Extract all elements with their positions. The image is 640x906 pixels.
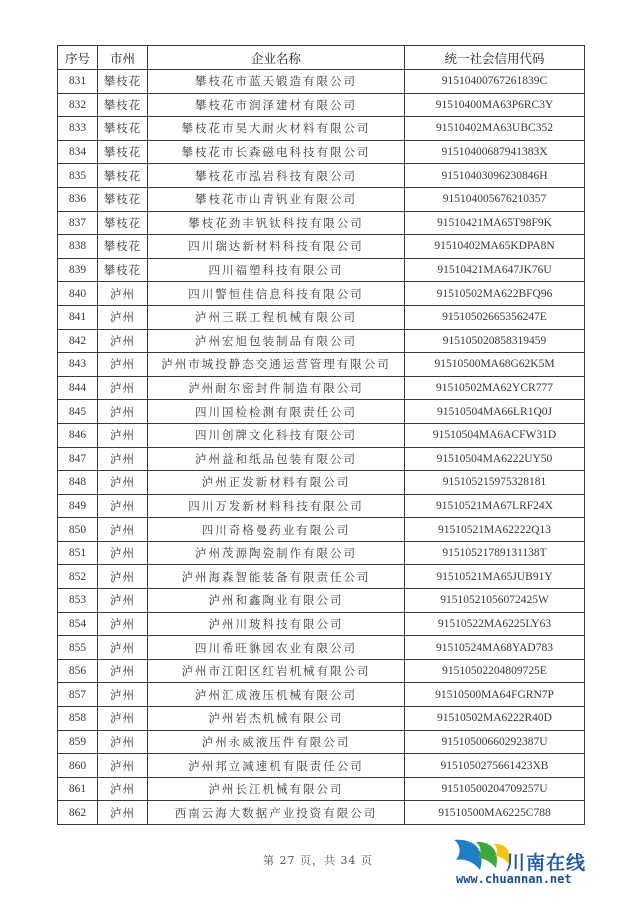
row-credit-code: 91510524MA68YAD783 [405, 636, 585, 660]
row-company-name: 攀枝花市润泽建材有限公司 [148, 93, 405, 117]
row-city: 泸州 [98, 541, 148, 565]
row-company-name: 攀枝花市长森磁电科技有限公司 [148, 140, 405, 164]
row-company-name: 攀枝花市山青钒业有限公司 [148, 187, 405, 211]
row-credit-code: 91510504MA6ACFW31D [405, 423, 585, 447]
row-company-name: 泸州市江阳区红岩机械有限公司 [148, 659, 405, 683]
table-body [58, 70, 585, 825]
row-credit-code: 9151050275661423XB [405, 754, 585, 778]
row-company-name: 攀枝花市昊大耐火材料有限公司 [148, 117, 405, 141]
row-credit-code: 91510421MA65T98F9K [405, 211, 585, 235]
row-index: 849 [58, 494, 98, 518]
row-index: 839 [58, 258, 98, 282]
table-row [58, 70, 585, 94]
row-credit-code: 91510402MA65KDPA8N [405, 235, 585, 259]
row-city: 攀枝花 [98, 164, 148, 188]
row-index: 862 [58, 801, 98, 825]
header-company: 企业名称 [148, 46, 405, 70]
row-index: 857 [58, 683, 98, 707]
row-city: 泸州 [98, 282, 148, 306]
table-row [58, 235, 585, 259]
table-row [58, 211, 585, 235]
table-row [58, 164, 585, 188]
row-city: 泸州 [98, 565, 148, 589]
row-index: 847 [58, 447, 98, 471]
row-city: 泸州 [98, 730, 148, 754]
row-index: 853 [58, 589, 98, 613]
row-index: 842 [58, 329, 98, 353]
row-index: 838 [58, 235, 98, 259]
table-row [58, 305, 585, 329]
row-company-name: 四川福塑科技有限公司 [148, 258, 405, 282]
row-credit-code: 91510521MA65JUB91Y [405, 565, 585, 589]
row-index: 848 [58, 471, 98, 495]
row-city: 泸州 [98, 636, 148, 660]
row-city: 泸州 [98, 612, 148, 636]
row-index: 841 [58, 305, 98, 329]
row-credit-code: 91510402MA63UBC352 [405, 117, 585, 141]
row-index: 832 [58, 93, 98, 117]
row-credit-code: 91510400767261839C [405, 70, 585, 94]
header-city: 市州 [98, 46, 148, 70]
table-row [58, 612, 585, 636]
row-city: 攀枝花 [98, 187, 148, 211]
row-credit-code: 91510522MA6225LY63 [405, 612, 585, 636]
table-row [58, 329, 585, 353]
row-company-name: 泸州川玻科技有限公司 [148, 612, 405, 636]
row-city: 泸州 [98, 400, 148, 424]
row-credit-code: 91510502204809725E [405, 659, 585, 683]
row-company-name: 泸州长江机械有限公司 [148, 777, 405, 801]
row-credit-code: 91510504MA66LR1Q0J [405, 400, 585, 424]
row-credit-code: 91510400MA63P6RC3Y [405, 93, 585, 117]
row-city: 泸州 [98, 423, 148, 447]
row-index: 845 [58, 400, 98, 424]
row-company-name: 泸州岩杰机械有限公司 [148, 707, 405, 731]
row-index: 850 [58, 518, 98, 542]
table-row [58, 518, 585, 542]
table-row [58, 730, 585, 754]
enterprise-table [57, 45, 585, 825]
row-city: 攀枝花 [98, 140, 148, 164]
row-city: 攀枝花 [98, 70, 148, 94]
table-row [58, 494, 585, 518]
row-credit-code: 91510502MA6222R40D [405, 707, 585, 731]
table-row [58, 659, 585, 683]
row-company-name: 泸州邦立减速机有限责任公司 [148, 754, 405, 778]
table-row [58, 423, 585, 447]
row-company-name: 四川希旺貅园农业有限公司 [148, 636, 405, 660]
table-row [58, 565, 585, 589]
row-credit-code: 91510421MA647JK76U [405, 258, 585, 282]
row-city: 泸州 [98, 353, 148, 377]
row-index: 855 [58, 636, 98, 660]
row-city: 攀枝花 [98, 211, 148, 235]
table-row [58, 282, 585, 306]
row-index: 834 [58, 140, 98, 164]
row-index: 852 [58, 565, 98, 589]
row-credit-code: 91510521MA67LRF24X [405, 494, 585, 518]
row-company-name: 四川国检检测有限责任公司 [148, 400, 405, 424]
row-company-name: 泸州耐尔密封件制造有限公司 [148, 376, 405, 400]
row-company-name: 泸州正发新材料有限公司 [148, 471, 405, 495]
header-index: 序号 [58, 46, 98, 70]
row-city: 泸州 [98, 777, 148, 801]
table-row [58, 140, 585, 164]
table-row [58, 400, 585, 424]
table-row [58, 541, 585, 565]
row-index: 835 [58, 164, 98, 188]
row-index: 837 [58, 211, 98, 235]
row-company-name: 四川万发新材料科技有限公司 [148, 494, 405, 518]
watermark-site-name: 川南在线 [506, 852, 587, 874]
row-company-name: 泸州海森智能装备有限责任公司 [148, 565, 405, 589]
table-row [58, 636, 585, 660]
table-row [58, 376, 585, 400]
table-row [58, 447, 585, 471]
row-city: 泸州 [98, 447, 148, 471]
row-city: 泸州 [98, 801, 148, 825]
row-credit-code: 91510502665356247E [405, 305, 585, 329]
row-credit-code: 91510502MA622BFQ96 [405, 282, 585, 306]
table-row [58, 801, 585, 825]
table-row [58, 707, 585, 731]
row-company-name: 泸州宏旭包装制品有限公司 [148, 329, 405, 353]
row-credit-code: 91510504MA6222UY50 [405, 447, 585, 471]
page-number: 第 27 页，共 34 页 [263, 854, 373, 867]
row-index: 840 [58, 282, 98, 306]
row-company-name: 四川警恒佳信息科技有限公司 [148, 282, 405, 306]
table-row [58, 258, 585, 282]
row-city: 攀枝花 [98, 117, 148, 141]
row-company-name: 四川瑞达新材料科技有限公司 [148, 235, 405, 259]
row-company-name: 泸州三联工程机械有限公司 [148, 305, 405, 329]
row-city: 泸州 [98, 683, 148, 707]
row-city: 攀枝花 [98, 258, 148, 282]
row-credit-code: 91510500MA6225C788 [405, 801, 585, 825]
row-index: 858 [58, 707, 98, 731]
row-index: 860 [58, 754, 98, 778]
row-credit-code: 915105215975328181 [405, 471, 585, 495]
row-credit-code: 915105020858319459 [405, 329, 585, 353]
table-row [58, 777, 585, 801]
row-city: 泸州 [98, 376, 148, 400]
row-index: 854 [58, 612, 98, 636]
row-index: 846 [58, 423, 98, 447]
watermark-url: www.chuannan.net [456, 872, 572, 886]
row-credit-code: 91510521056072425W [405, 589, 585, 613]
row-city: 泸州 [98, 494, 148, 518]
table-row [58, 471, 585, 495]
row-credit-code: 915104005676210357 [405, 187, 585, 211]
row-credit-code: 91510500204709257U [405, 777, 585, 801]
row-company-name: 泸州和鑫陶业有限公司 [148, 589, 405, 613]
table-row [58, 683, 585, 707]
row-index: 844 [58, 376, 98, 400]
row-credit-code: 91510500660292387U [405, 730, 585, 754]
row-index: 836 [58, 187, 98, 211]
row-city: 泸州 [98, 471, 148, 495]
row-company-name: 攀枝花劲丰钒钛科技有限公司 [148, 211, 405, 235]
row-credit-code: 91510521789131138T [405, 541, 585, 565]
row-index: 831 [58, 70, 98, 94]
row-city: 泸州 [98, 589, 148, 613]
row-company-name: 泸州茂源陶瓷制作有限公司 [148, 541, 405, 565]
row-credit-code: 91510403096230846H [405, 164, 585, 188]
row-credit-code: 91510521MA62222Q13 [405, 518, 585, 542]
row-company-name: 攀枝花市泓岩科技有限公司 [148, 164, 405, 188]
row-city: 攀枝花 [98, 235, 148, 259]
row-city: 泸州 [98, 305, 148, 329]
row-company-name: 泸州市城投静态交通运营管理有限公司 [148, 353, 405, 377]
table-header-row [58, 46, 585, 70]
row-company-name: 泸州永威液压件有限公司 [148, 730, 405, 754]
row-index: 851 [58, 541, 98, 565]
row-credit-code: 91510502MA62YCR777 [405, 376, 585, 400]
row-company-name: 四川奇格曼药业有限公司 [148, 518, 405, 542]
site-watermark [446, 836, 636, 896]
table-row [58, 93, 585, 117]
row-index: 856 [58, 659, 98, 683]
row-city: 攀枝花 [98, 93, 148, 117]
row-company-name: 攀枝花市蓝天锻造有限公司 [148, 70, 405, 94]
header-credit-code: 统一社会信用代码 [405, 46, 585, 70]
row-index: 859 [58, 730, 98, 754]
table-row [58, 754, 585, 778]
row-city: 泸州 [98, 707, 148, 731]
table-row [58, 353, 585, 377]
row-city: 泸州 [98, 754, 148, 778]
row-company-name: 西南云海大数据产业投资有限公司 [148, 801, 405, 825]
row-company-name: 四川创牌文化科技有限公司 [148, 423, 405, 447]
row-city: 泸州 [98, 659, 148, 683]
row-city: 泸州 [98, 329, 148, 353]
row-index: 833 [58, 117, 98, 141]
table-row [58, 117, 585, 141]
table-row [58, 589, 585, 613]
row-index: 861 [58, 777, 98, 801]
row-credit-code: 91510400687941383X [405, 140, 585, 164]
row-index: 843 [58, 353, 98, 377]
row-company-name: 泸州益和纸品包装有限公司 [148, 447, 405, 471]
table-row [58, 187, 585, 211]
row-company-name: 泸州汇成液压机械有限公司 [148, 683, 405, 707]
row-credit-code: 91510500MA64FGRN7P [405, 683, 585, 707]
row-city: 泸州 [98, 518, 148, 542]
row-credit-code: 91510500MA68G62K5M [405, 353, 585, 377]
